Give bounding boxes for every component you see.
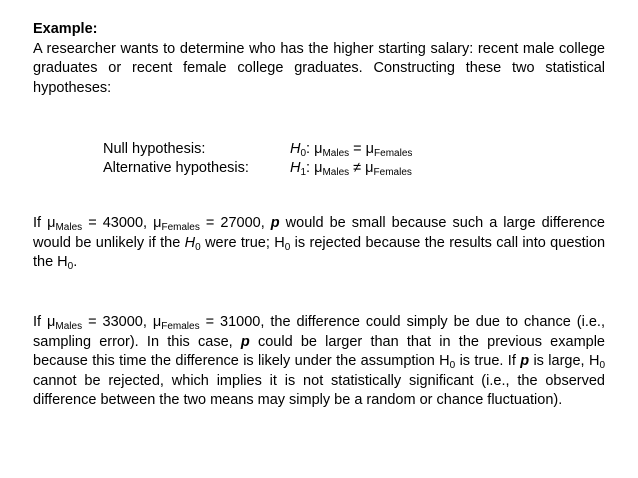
c2-t5: is true. If bbox=[455, 353, 521, 370]
c1-h-ital-sub: 0 bbox=[195, 241, 201, 253]
alt-mu-females-sub: Females bbox=[373, 167, 412, 178]
c2-t7: cannot be rejected, which implies it is not statistically significant (i.e., the observed difference between the two means may simply be a random or chance fluctuation). bbox=[33, 372, 605, 409]
c2-p-symbol: p bbox=[240, 333, 250, 350]
null-hypothesis-label: Null hypothesis: bbox=[103, 141, 206, 157]
case2-paragraph bbox=[33, 313, 605, 411]
alt-mu-males-sub: Males bbox=[322, 167, 350, 178]
c1-s2: Females bbox=[161, 222, 200, 233]
c2-t2: = 33000, μ bbox=[82, 314, 162, 330]
alt-mu-males: : μ bbox=[306, 160, 323, 176]
c1-t7: . bbox=[73, 254, 78, 271]
case1-paragraph bbox=[33, 214, 605, 273]
alt-operator: ≠ μ bbox=[349, 160, 374, 176]
null-operator: = μ bbox=[349, 141, 375, 157]
alt-h: H bbox=[290, 160, 301, 176]
null-hypothesis-row bbox=[103, 140, 412, 160]
c1-s6: 0 bbox=[67, 261, 74, 273]
c2-t6: is large, H bbox=[529, 353, 600, 370]
c1-t1: If μ bbox=[33, 215, 56, 231]
c1-s5: 0 bbox=[284, 241, 291, 253]
c1-t2: = 43000, μ bbox=[82, 215, 162, 231]
null-mu-females-sub: Females bbox=[374, 148, 413, 159]
c2-p-symbol2: p bbox=[520, 353, 530, 370]
alternative-hypothesis-row bbox=[103, 159, 412, 179]
example-intro: A researcher wants to determine who has the higher starting salary: recent male college graduates or recent female college graduates. Constructing these two statistical hypotheses: bbox=[33, 40, 605, 96]
c1-t4: would be small because such a large difference would be unlikely if the bbox=[33, 215, 605, 251]
c2-t1: If μ bbox=[33, 314, 56, 330]
null-h: H bbox=[290, 141, 301, 157]
c1-t6: is rejected because the results call into question the H bbox=[33, 234, 606, 271]
c2-s1: Males bbox=[55, 321, 83, 332]
alternative-hypothesis-label: Alternative hypothesis: bbox=[103, 160, 249, 176]
c2-s2: Females bbox=[161, 321, 200, 332]
example-section bbox=[33, 20, 605, 98]
null-h-sub: 0 bbox=[300, 148, 307, 159]
null-mu-males-sub: Males bbox=[322, 148, 350, 159]
c2-s6: 0 bbox=[599, 360, 605, 372]
c1-p-symbol: p bbox=[270, 215, 280, 231]
c2-t4: could be larger than that in the previous example because this time the difference is likely under the assumption H bbox=[33, 333, 605, 370]
c2-s4: 0 bbox=[449, 360, 456, 372]
c1-t3: = 27000, bbox=[199, 215, 271, 231]
c2-t3: = 31000, the difference could simply be due to chance (i.e., sampling error). In this case, bbox=[33, 314, 605, 350]
c1-t5: were true; H bbox=[200, 234, 285, 251]
example-heading: Example: bbox=[33, 21, 98, 37]
null-mu-males: : μ bbox=[306, 141, 323, 157]
alt-h-sub: 1 bbox=[300, 167, 307, 178]
c1-s1: Males bbox=[55, 222, 83, 233]
c1-h-ital: H bbox=[184, 234, 196, 251]
